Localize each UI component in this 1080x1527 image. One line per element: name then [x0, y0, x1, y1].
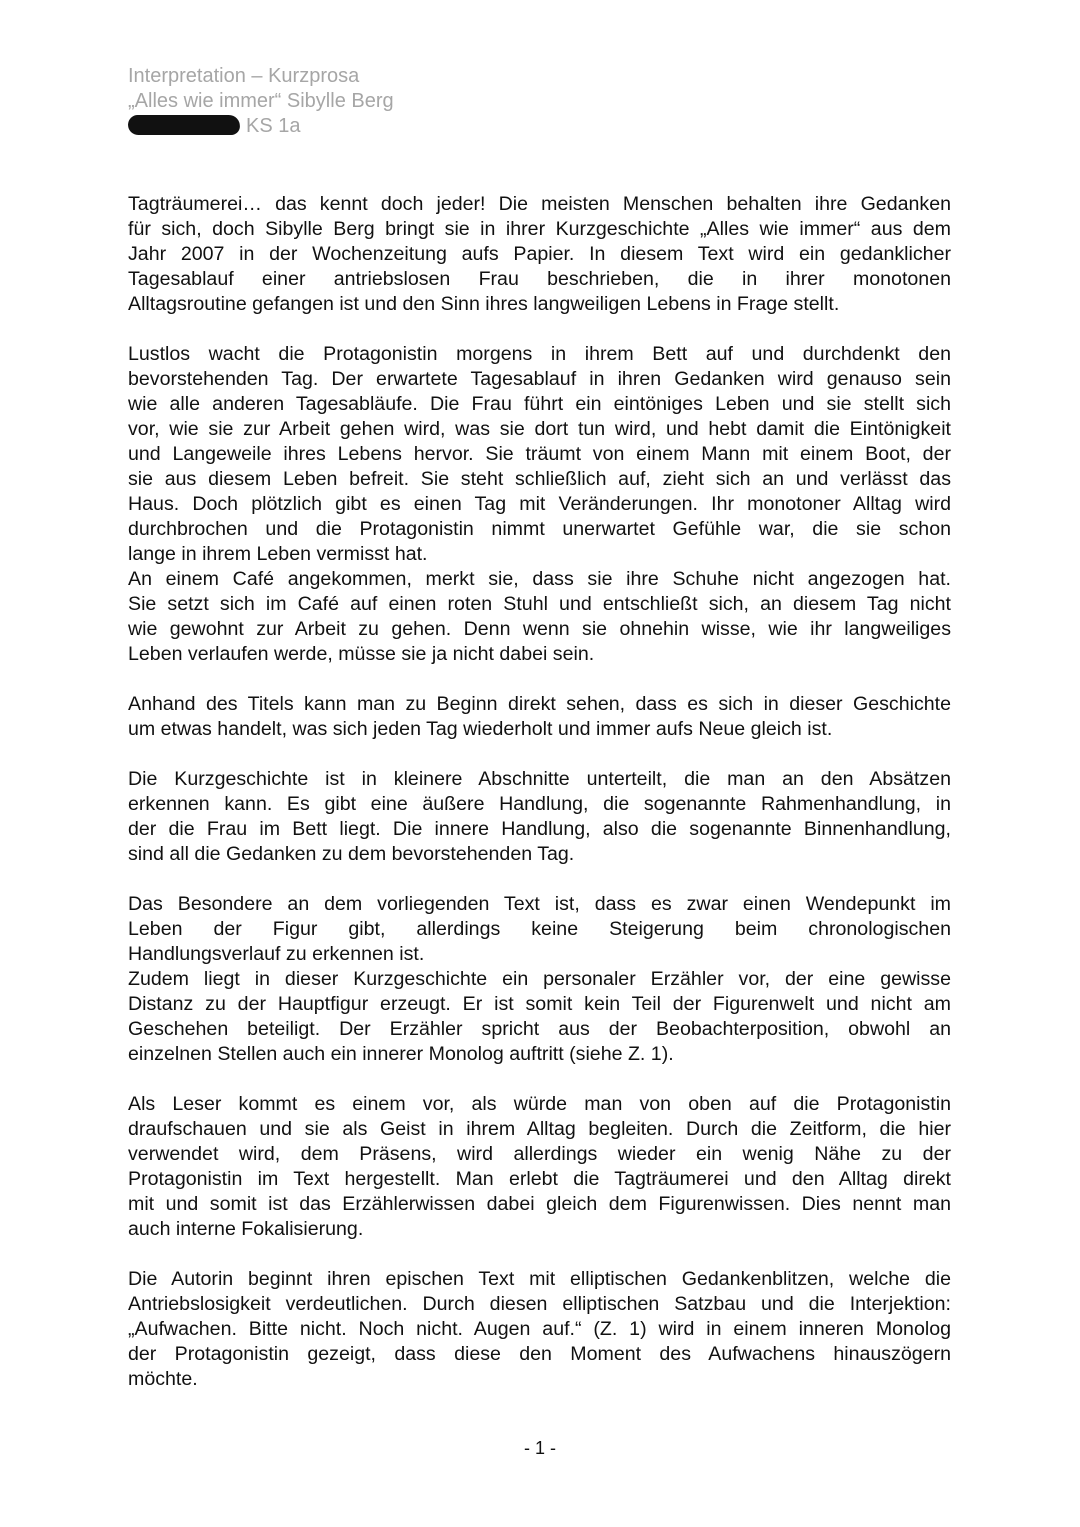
text-line: möchte. [128, 1368, 198, 1390]
page-number: - 1 - [523, 1438, 556, 1458]
text-line: erkennen kann. Es gibt eine äußere Handlung, die sogenannte Rahmenhandlung, in [128, 793, 951, 815]
text-line: wie alle anderen Tagesabläufe. Die Frau führt ein eintöniges Leben und sie stellt sich [128, 393, 951, 415]
header-title: Interpretation – Kurzprosa [128, 65, 360, 87]
paragraph-turning-point [128, 892, 951, 967]
text-line: Lustlos wacht die Protagonistin morgens in ihrem Bett auf und durchdenkt den [128, 343, 951, 365]
document-header [128, 64, 394, 139]
text-line: der Protagonistin gezeigt, dass diese den Moment des Aufwachens hinauszögern [128, 1343, 951, 1365]
text-line: draufschauen und sie als Geist in ihrem Alltag begleiten. Durch die Zeitform, die hier [128, 1118, 951, 1140]
paragraph-title-analysis [128, 692, 951, 742]
paragraph-introduction [128, 192, 951, 317]
header-class: KS 1a [246, 115, 301, 137]
text-line: der die Frau im Bett liegt. Die innere Handlung, also die sogenannte Binnenhandlung, [128, 818, 951, 840]
text-line: für sich, doch Sibylle Berg bringt sie in ihrer Kurzgeschichte „Alles wie immer“ aus dem [128, 218, 951, 240]
text-line: Die Autorin beginnt ihren epischen Text mit elliptischen Gedankenblitzen, welche die [128, 1268, 951, 1290]
text-line: Handlungsverlauf zu erkennen ist. [128, 943, 425, 965]
header-author-line [128, 114, 394, 139]
text-line: Alltagsroutine gefangen ist und den Sinn ihres langweiligen Lebens in Frage stellt. [128, 293, 840, 315]
paragraph-language-analysis [128, 1267, 951, 1392]
text-line: sie aus diesem Leben befreit. Sie steht schließlich auf, zieht sich an und verlässt das [128, 468, 951, 490]
redacted-name [127, 115, 240, 135]
text-line: lange in ihrem Leben vermisst hat. [128, 543, 428, 565]
text-line: Als Leser kommt es einem vor, als würde man von oben auf die Protagonistin [128, 1093, 951, 1115]
text-line: und Langeweile ihres Lebens hervor. Sie träumt von einem Mann mit einem Boot, der [128, 443, 951, 465]
text-line: Distanz zu der Hauptfigur erzeugt. Er ist somit kein Teil der Figurenwelt und nicht am [128, 993, 951, 1015]
text-line: durchbrochen und die Protagonistin nimmt unerwartet Gefühle war, die sie schon [128, 518, 951, 540]
paragraph-summary-continued [128, 567, 951, 667]
text-line: Leben verlaufen werde, müsse sie ja nicht dabei sein. [128, 643, 595, 665]
text-line: Jahr 2007 in der Wochenzeitung aufs Papier. In diesem Text wird ein gedanklicher [128, 243, 951, 265]
text-line: Haus. Doch plötzlich gibt es einen Tag mit Veränderungen. Ihr monotoner Alltag wird [128, 493, 951, 515]
text-line: An einem Café angekommen, merkt sie, dass sie ihre Schuhe nicht angezogen hat. [128, 568, 951, 590]
text-line: Tagesablauf einer antriebslosen Frau beschrieben, die in ihrer monotonen [128, 268, 951, 290]
text-line: um etwas handelt, was sich jeden Tag wiederholt und immer aufs Neue gleich ist. [128, 718, 833, 740]
text-line: „Aufwachen. Bitte nicht. Noch nicht. Augen auf.“ (Z. 1) wird in einem inneren Monolog [128, 1318, 951, 1340]
text-line: Antriebslosigkeit verdeutlichen. Durch diesen elliptischen Satzbau und die Interjektion: [128, 1293, 951, 1315]
text-line: bevorstehenden Tag. Der erwartete Tagesablauf in ihren Gedanken wird genauso sein [128, 368, 951, 390]
paragraph-structure [128, 767, 951, 867]
text-line: Anhand des Titels kann man zu Beginn direkt sehen, dass es sich in dieser Geschichte [128, 693, 951, 715]
paragraph-perspective [128, 1092, 951, 1242]
header-subtitle: „Alles wie immer“ Sibylle Berg [128, 90, 394, 112]
text-line: auch interne Fokalisierung. [128, 1218, 364, 1240]
document-body [128, 192, 951, 1417]
text-line: Leben der Figur gibt, allerdings keine Steigerung beim chronologischen [128, 918, 951, 940]
text-line: verwendet wird, dem Präsens, wird allerdings wieder ein wenig Nähe zu der [128, 1143, 951, 1165]
text-line: wie gewohnt zur Arbeit zu gehen. Denn wenn sie ohnehin wisse, wie ihr langweiliges [128, 618, 951, 640]
text-line: Geschehen beteiligt. Der Erzähler spricht aus der Beobachterposition, obwohl an [128, 1018, 951, 1040]
text-line: sind all die Gedanken zu dem bevorstehenden Tag. [128, 843, 575, 865]
text-line: Sie setzt sich im Café auf einen roten Stuhl und entschließt sich, an diesem Tag nicht [128, 593, 951, 615]
paragraph-narrator [128, 967, 951, 1067]
text-line: Die Kurzgeschichte ist in kleinere Abschnitte unterteilt, die man an den Absätzen [128, 768, 951, 790]
text-line: einzelnen Stellen auch ein innerer Monolog auftritt (siehe Z. 1). [128, 1043, 674, 1065]
paragraph-summary [128, 342, 951, 567]
text-line: Zudem liegt in dieser Kurzgeschichte ein personaler Erzähler vor, der eine gewisse [128, 968, 951, 990]
text-line: mit und somit ist das Erzählerwissen dabei gleich dem Figurenwissen. Dies nennt man [128, 1193, 951, 1215]
text-line: vor, wie sie zur Arbeit gehen wird, was sie dort tun wird, und hebt damit die Eintönigkeit [128, 418, 951, 440]
text-line: Das Besondere an dem vorliegenden Text ist, dass es zwar einen Wendepunkt im [128, 893, 951, 915]
text-line: Protagonistin im Text hergestellt. Man erlebt die Tagträumerei und den Alltag direkt [128, 1168, 951, 1190]
text-line: Tagträumerei… das kennt doch jeder! Die meisten Menschen behalten ihre Gedanken [128, 193, 951, 215]
